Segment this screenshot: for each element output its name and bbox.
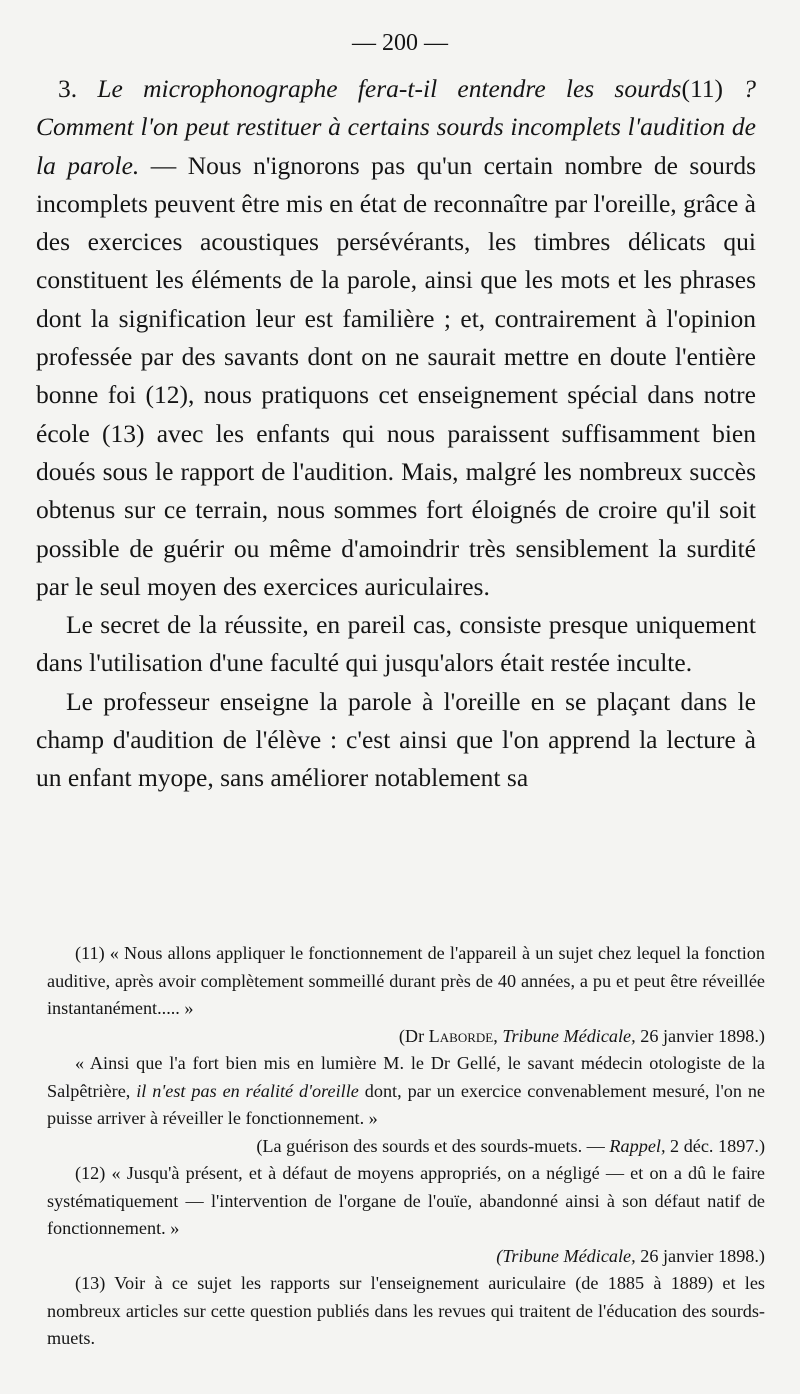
page-number: — 200 — <box>352 30 448 56</box>
footnote-12-source <box>47 1243 765 1271</box>
source-journal: Tribune Médicale, <box>502 1025 636 1046</box>
paragraph-professeur: Le professeur enseigne la parole à l'oreille en se plaçant dans le champ d'audition de l'élève : c'est ainsi que l'on apprend la lecture à un enfant myope, sans améliorer notablement sa <box>36 686 756 793</box>
quote-2-emphasis: il n'est pas en réalité d'oreille <box>136 1080 359 1101</box>
footnote-12: (12) « Jusqu'à présent, et à défaut de moyens appropriés, on a négligé — et on a dû le faire systématiquement — l'intervention de l'organe de l'ouïe, abandonné ainsi à son défaut natif de fonctionnement. » <box>47 1163 765 1238</box>
source-2-text: (La guérison des sourds et des sourds-muets. — <box>256 1135 605 1156</box>
source-3-date: 26 janvier 1898.) <box>640 1245 765 1266</box>
section-title-question-mark: ? <box>743 74 757 103</box>
footnote-11: (11) « Nous allons appliquer le fonctionnement de l'appareil à un sujet chez lequel la fonction auditive, après avoir complètement sommeillé durant près de 40 années, a pu et peut être réveillée instantanément..... » <box>47 943 765 1018</box>
footnote-11-source-1 <box>47 1023 765 1051</box>
section-title-part1: Le microphonographe fera-t-il entendre les sourds <box>97 74 682 103</box>
footnote-ref-11: (11) <box>681 74 724 103</box>
section-title-part2: Comment l'on peut restituer à certains sourds incomplets l'audition de la parole. <box>36 112 756 180</box>
paragraph-secret: Le secret de la réussite, en pareil cas, consiste presque uniquement dans l'utilisation d'une faculté qui jusqu'alors était restée inculte. <box>36 610 756 678</box>
source-3-journal: (Tribune Médicale, <box>496 1245 636 1266</box>
section-paragraph <box>36 70 756 606</box>
source-2-date: 2 déc. 1897.) <box>670 1135 765 1156</box>
source-2-journal: Rappel, <box>609 1135 666 1156</box>
main-text <box>36 70 756 798</box>
quote-2-part-a: « Ainsi que l'a fort bien mis en lumière M. le Dr Gellé, le savant médecin otologiste de la Salpêtrière, <box>47 1053 765 1101</box>
source-author: Laborde, <box>428 1025 498 1046</box>
footnote-11-quote-2 <box>47 1050 765 1133</box>
section-intro-text: — Nous n'ignorons pas qu'un certain nombre de sourds incomplets peuvent être mis en état de reconnaître par l'oreille, grâce à des exercices acoustiques persévérants, les timbres délicats qui constituent les éléments de la parole, ainsi que les mots et les phrases dont la signification leur est familière ; et, contrairement à l'opinion professée par des savants dont on ne saurait mettre en doute l'entière bonne foi (12), nous pratiquons cet enseignement spécial dans notre école (13) avec les enfants qui nous paraissent suffisamment bien doués sous le rapport de l'audition. Mais, malgré les nombreux succès obtenus sur ce terrain, nous sommes fort éloignés de croire qu'il soit possible de guérir ou même d'amoindrir très sensiblement la surdité par le seul moyen des exercices auriculaires. <box>36 150 757 601</box>
section-number: 3. <box>58 74 78 103</box>
source-date: 26 janvier 1898.) <box>640 1025 765 1046</box>
source-doctor-prefix: (Dr <box>398 1025 425 1046</box>
footnote-13: (13) Voir à ce sujet les rapports sur l'enseignement auriculaire (de 1885 à 1889) et les nombreux articles sur cette question publiés dans les revues qui traitent de l'éducation des sourds-muets. <box>47 1273 765 1348</box>
footnotes <box>47 940 765 1353</box>
footnote-11-source-2 <box>47 1133 765 1161</box>
quote-2-part-b: dont, par un exercice convenablement mesuré, l'on ne puisse arriver à réveiller le fonctionnement. » <box>47 1080 765 1128</box>
